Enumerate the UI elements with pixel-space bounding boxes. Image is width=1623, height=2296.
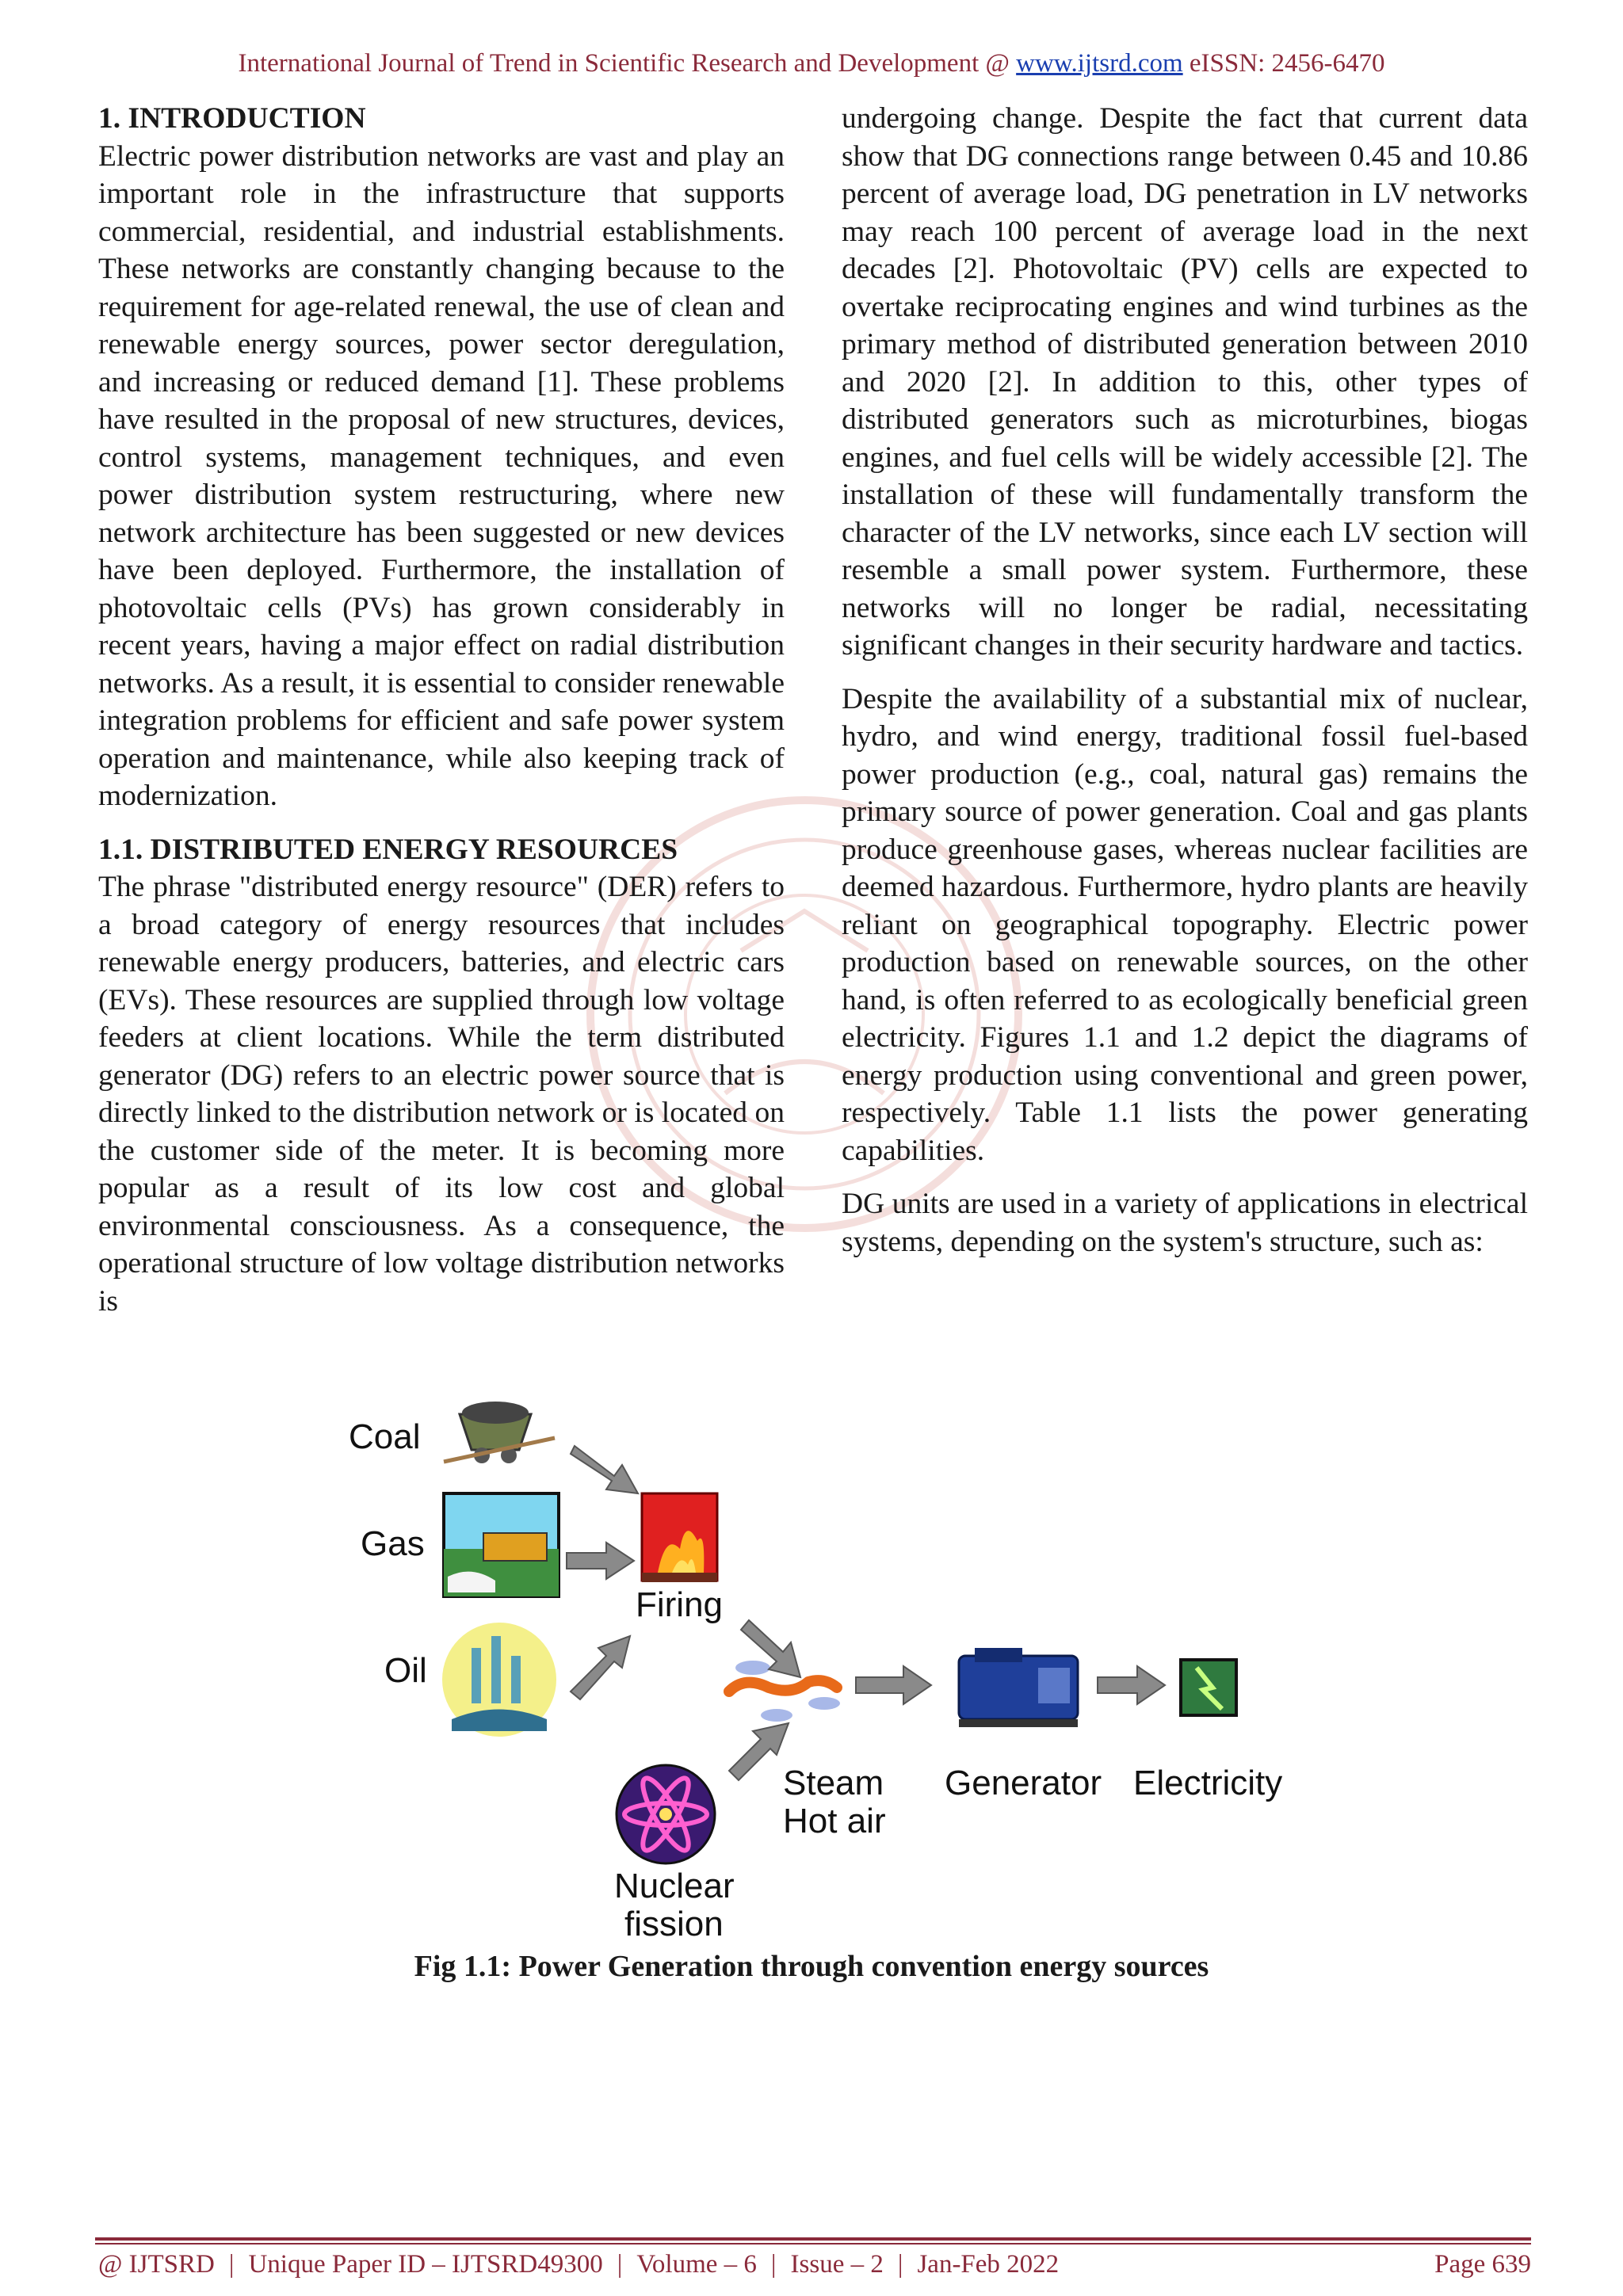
- arrow-gas-to-firing: [567, 1543, 634, 1579]
- paragraph-dg-applications: DG units are used in a variety of applications in electrical systems, depending on the system's structure, such as:: [842, 1188, 1528, 1258]
- label-generator: Generator: [945, 1764, 1102, 1802]
- arrow-generator-to-electricity: [1098, 1666, 1165, 1704]
- running-header: [0, 49, 1623, 78]
- label-fission: fission: [624, 1905, 724, 1943]
- nuclear-atom-icon: [617, 1765, 715, 1863]
- label-steam: Steam: [783, 1764, 884, 1802]
- label-hot-air: Hot air: [783, 1802, 886, 1840]
- introduction-paragraph: Electric power distribution networks are vast and play an important role in the infrastructure that supports commercial, residential, and industrial establishments. These networks are constantly changing because to the requirement for age-related renewal, the use of clean and renewable energy sources, power sector deregulation, and increasing or reduced demand [1]. These problems have resulted in the proposal of new structures, devices, control systems, management techniques, and even power distribution system restructuring, where new network architecture has been suggested or new devices have been deployed. Furthermore, the installation of photovoltaic cells (PVs) has grown considerably in recent years, having a major effect on radial distribution networks. As a result, it is essential to consider renewable integration problems for efficient and safe power system operation and maintenance, while also keeping track of modernization.: [98, 139, 785, 812]
- der-paragraph: The phrase "distributed energy resource" (DER) refers to a broad category of energy resources that includes renewable energy producers, batteries, and electric cars (EVs). These resources are supplied through low voltage feeders at client locations. While the term distributed generator (DG) refers to an electric power source that is directly linked to the distribution network or is located on the customer side of the meter. It is becoming more popular as a result of its low cost and global environmental consciousness. As a consequence, the operational structure of low voltage distribution networks is: [98, 871, 785, 1318]
- oil-refinery-icon: [442, 1623, 556, 1737]
- electricity-icon: [1181, 1660, 1236, 1715]
- figure-power-generation-diagram: [301, 1383, 1331, 1953]
- paragraph-dg-penetration: undergoing change. Despite the fact that current data show that DG connections range between 0.45 and 10.86 percent of average load, DG penetration in LV networks may reach 100 percent of average load in the next decades [2]. Photovoltaic (PV) cells are expected to overtake reciprocating engines and wind turbines as the primary method of distributed generation between 2010 and 2020 [2]. In addition to this, other types of distributed generators such as microturbines, biogas engines, and fuel cells will be widely accessible [2]. The installation of these will fundamentally transform the character of the LV networks, since each LV section will resemble a small power system. Furthermore, these networks will no longer be radial, necessitating significant changes in their security hardware and tactics.: [842, 102, 1528, 662]
- coal-cart-icon: [444, 1402, 555, 1463]
- label-firing: Firing: [636, 1585, 724, 1624]
- journal-name: International Journal of Trend in Scientific Research and Development @: [238, 49, 1010, 78]
- page-footer: [98, 2250, 1531, 2279]
- footer-page-number: Page 639: [1434, 2250, 1531, 2279]
- label-gas: Gas: [361, 1524, 425, 1563]
- footer-issue: Issue – 2: [790, 2250, 884, 2279]
- label-nuclear: Nuclear: [614, 1867, 735, 1905]
- left-column: [98, 100, 785, 1336]
- footer-volume: Volume – 6: [636, 2250, 757, 2279]
- section-heading-introduction: 1. INTRODUCTION: [98, 102, 366, 135]
- right-column: [842, 100, 1528, 1276]
- footer-left: @ IJTSRD | Unique Paper ID – IJTSRD49300 | Volume – 6 | Issue – 2 | Jan-Feb 2022: [98, 2250, 1060, 2279]
- footer-date: Jan-Feb 2022: [917, 2250, 1060, 2279]
- footer-rule-top: [95, 2237, 1531, 2241]
- furnace-fire-icon: [642, 1493, 717, 1582]
- footer-publisher: @ IJTSRD: [98, 2250, 215, 2279]
- label-coal: Coal: [349, 1417, 421, 1456]
- footer-rule-bottom: [95, 2243, 1531, 2245]
- gas-plant-icon: [444, 1493, 559, 1596]
- paragraph-energy-mix: Despite the availability of a substantial mix of nuclear, hydro, and wind energy, traditional fossil fuel-based power production (e.g., coal, natural gas) remains the primary source of power generation. Coal and gas plants produce greenhouse gases, whereas nuclear facilities are deemed hazardous. Furthermore, hydro plants are heavily reliant on geographical topography. Electric power production based on renewable sources, on the other hand, is often referred to as ecologically beneficial green electricity. Figures 1.1 and 1.2 depict the diagrams of energy production using conventional and green power, respectively. Table 1.1 lists the power generating capabilities.: [842, 682, 1528, 1167]
- footer-paper-id: Unique Paper ID – IJTSRD49300: [248, 2250, 603, 2279]
- arrow-steam-to-generator: [856, 1666, 931, 1704]
- arrow-oil-to-firing: [571, 1636, 630, 1699]
- subsection-heading-der: 1.1. DISTRIBUTED ENERGY RESOURCES: [98, 833, 678, 866]
- issn: eISSN: 2456-6470: [1189, 49, 1385, 78]
- generator-icon: [959, 1648, 1078, 1727]
- figure-caption: Fig 1.1: Power Generation through convention energy sources: [414, 1950, 1209, 1983]
- label-electricity: Electricity: [1133, 1764, 1283, 1802]
- label-oil: Oil: [384, 1651, 427, 1690]
- arrow-nuclear-to-steam: [729, 1723, 789, 1780]
- journal-url-link[interactable]: www.ijtsrd.com: [1016, 49, 1183, 78]
- arrow-coal-to-firing: [571, 1446, 638, 1493]
